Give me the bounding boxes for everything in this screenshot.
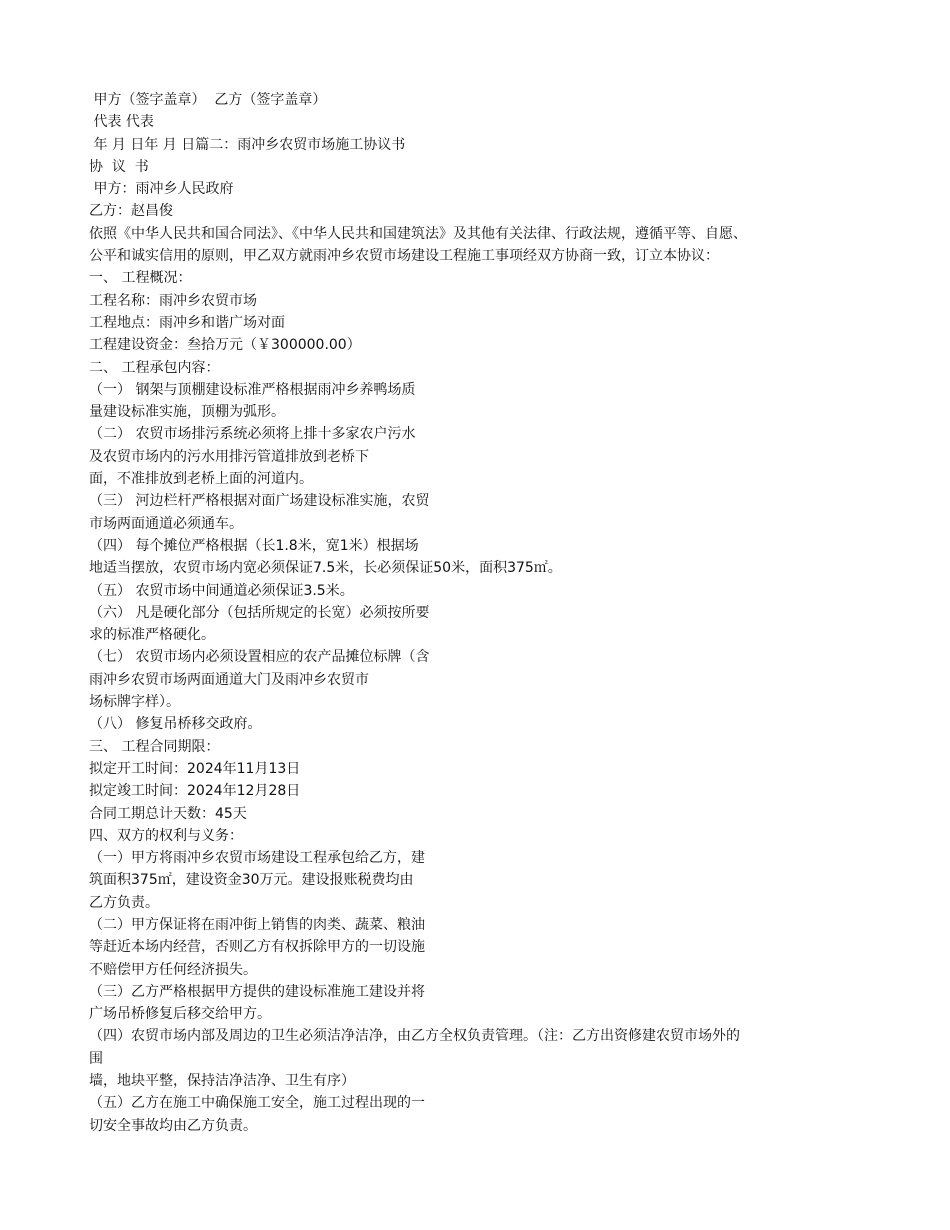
- clause-line: （三） 河边栏杆严格根据对面广场建设标准实施，农贸: [89, 493, 430, 510]
- clause-line: 求的标准严格硬化。: [89, 627, 215, 644]
- section-heading: 三、 工程合同期限：: [89, 738, 220, 755]
- clause-line: （三）乙方严格根据甲方提供的建设标准施工建设并将: [89, 983, 425, 1000]
- clause-line: 广场吊桥修复后移交给甲方。: [89, 1006, 271, 1023]
- clause-line: （一）甲方将雨冲乡农贸市场建设工程承包给乙方，建: [89, 850, 425, 867]
- clause-line: 市场两面通道必须通车。: [89, 515, 243, 532]
- clause-line: （四） 每个摊位严格根据（长1.8米，宽1米）根据场: [89, 537, 419, 554]
- clause-line: （二） 农贸市场排污系统必须将上排十多家农户污水: [89, 426, 416, 443]
- clause-line: 不赔偿甲方任何经济损失。: [89, 961, 257, 978]
- completion-date: 拟定竣工时间：2024年12月28日: [89, 783, 301, 800]
- clause-line: （二）甲方保证将在雨冲街上销售的肉类、蔬菜、粮油: [89, 916, 425, 933]
- clause-line: （一） 钢架与顶棚建设标准严格根据雨冲乡养鸭场质: [89, 381, 416, 398]
- clause-line: （六） 凡是硬化部分（包括所规定的长宽）必须按所要: [89, 604, 430, 621]
- representative-line: 代表 代表: [89, 114, 154, 131]
- signature-line: 甲方（签字盖章） 乙方（签字盖章）: [89, 92, 327, 108]
- clause-line: 场标牌字样）。: [89, 694, 180, 711]
- clause-line: （五） 农贸市场中间通道必须保证3.5米。: [89, 582, 354, 599]
- date-and-section-title: 年 月 日年 月 日篇二：雨冲乡农贸市场施工协议书: [89, 136, 406, 153]
- clause-line: （五）乙方在施工中确保施工安全，施工过程出现的一: [89, 1095, 425, 1112]
- clause-line: 乙方负责。: [89, 894, 159, 911]
- party-a: 甲方：雨冲乡人民政府: [89, 181, 234, 198]
- total-days: 合同工期总计天数：45天: [89, 805, 247, 822]
- party-b: 乙方：赵昌俊: [89, 203, 173, 220]
- clause-line: 地适当摆放，农贸市场内宽必须保证7.5米，长必须保证50米，面积375㎡。: [89, 560, 562, 577]
- clause-line: 围: [89, 1050, 103, 1067]
- clause-line: 墙，地块平整，保持洁净洁净、卫生有序）: [89, 1073, 355, 1090]
- start-date: 拟定开工时间：2024年11月13日: [89, 760, 301, 777]
- clause-line: 量建设标准实施，顶棚为弧形。: [89, 404, 285, 421]
- section-heading: 四、双方的权利与义务：: [89, 827, 243, 844]
- clause-line: 等赶近本场内经营，否则乙方有权拆除甲方的一切设施: [89, 939, 425, 956]
- document-page: [89, 89, 879, 1137]
- project-name: 工程名称：雨冲乡农贸市场: [89, 292, 257, 309]
- preamble-line: 依照《中华人民共和国合同法》、《中华人民共和国建筑法》及其他有关法律、行政法规，遵循平等、自愿、: [89, 225, 747, 242]
- clause-line: 筑面积375㎡，建设资金30万元。建设报账税费均由: [89, 872, 414, 889]
- clause-line: 及农贸市场内的污水用排污管道排放到老桥下: [89, 448, 369, 465]
- agreement-heading: 协 议 书: [89, 158, 149, 175]
- section-heading: 二、 工程承包内容：: [89, 359, 220, 376]
- clause-line: （四）农贸市场内部及周边的卫生必须洁净洁净，由乙方全权负责管理。（注：乙方出资修建农贸市场外的: [89, 1028, 740, 1045]
- section-heading: 一、 工程概况：: [89, 270, 192, 287]
- project-funding: 工程建设资金：叁拾万元（￥300000.00）: [89, 337, 361, 354]
- clause-line: 面，不准排放到老桥上面的河道内。: [89, 471, 313, 488]
- clause-line: （七） 农贸市场内必须设置相应的农产品摊位标牌（含: [89, 649, 430, 666]
- clause-line: 切安全事故均由乙方负责。: [89, 1117, 257, 1134]
- preamble-line: 公平和诚实信用的原则，甲乙双方就雨冲乡农贸市场建设工程施工事项经双方协商一致，订立本协议：: [89, 248, 719, 265]
- clause-line: （八） 修复吊桥移交政府。: [89, 716, 262, 733]
- clause-line: 雨冲乡农贸市场两面通道大门及雨冲乡农贸市: [89, 671, 369, 688]
- project-location: 工程地点：雨冲乡和谐广场对面: [89, 314, 285, 331]
